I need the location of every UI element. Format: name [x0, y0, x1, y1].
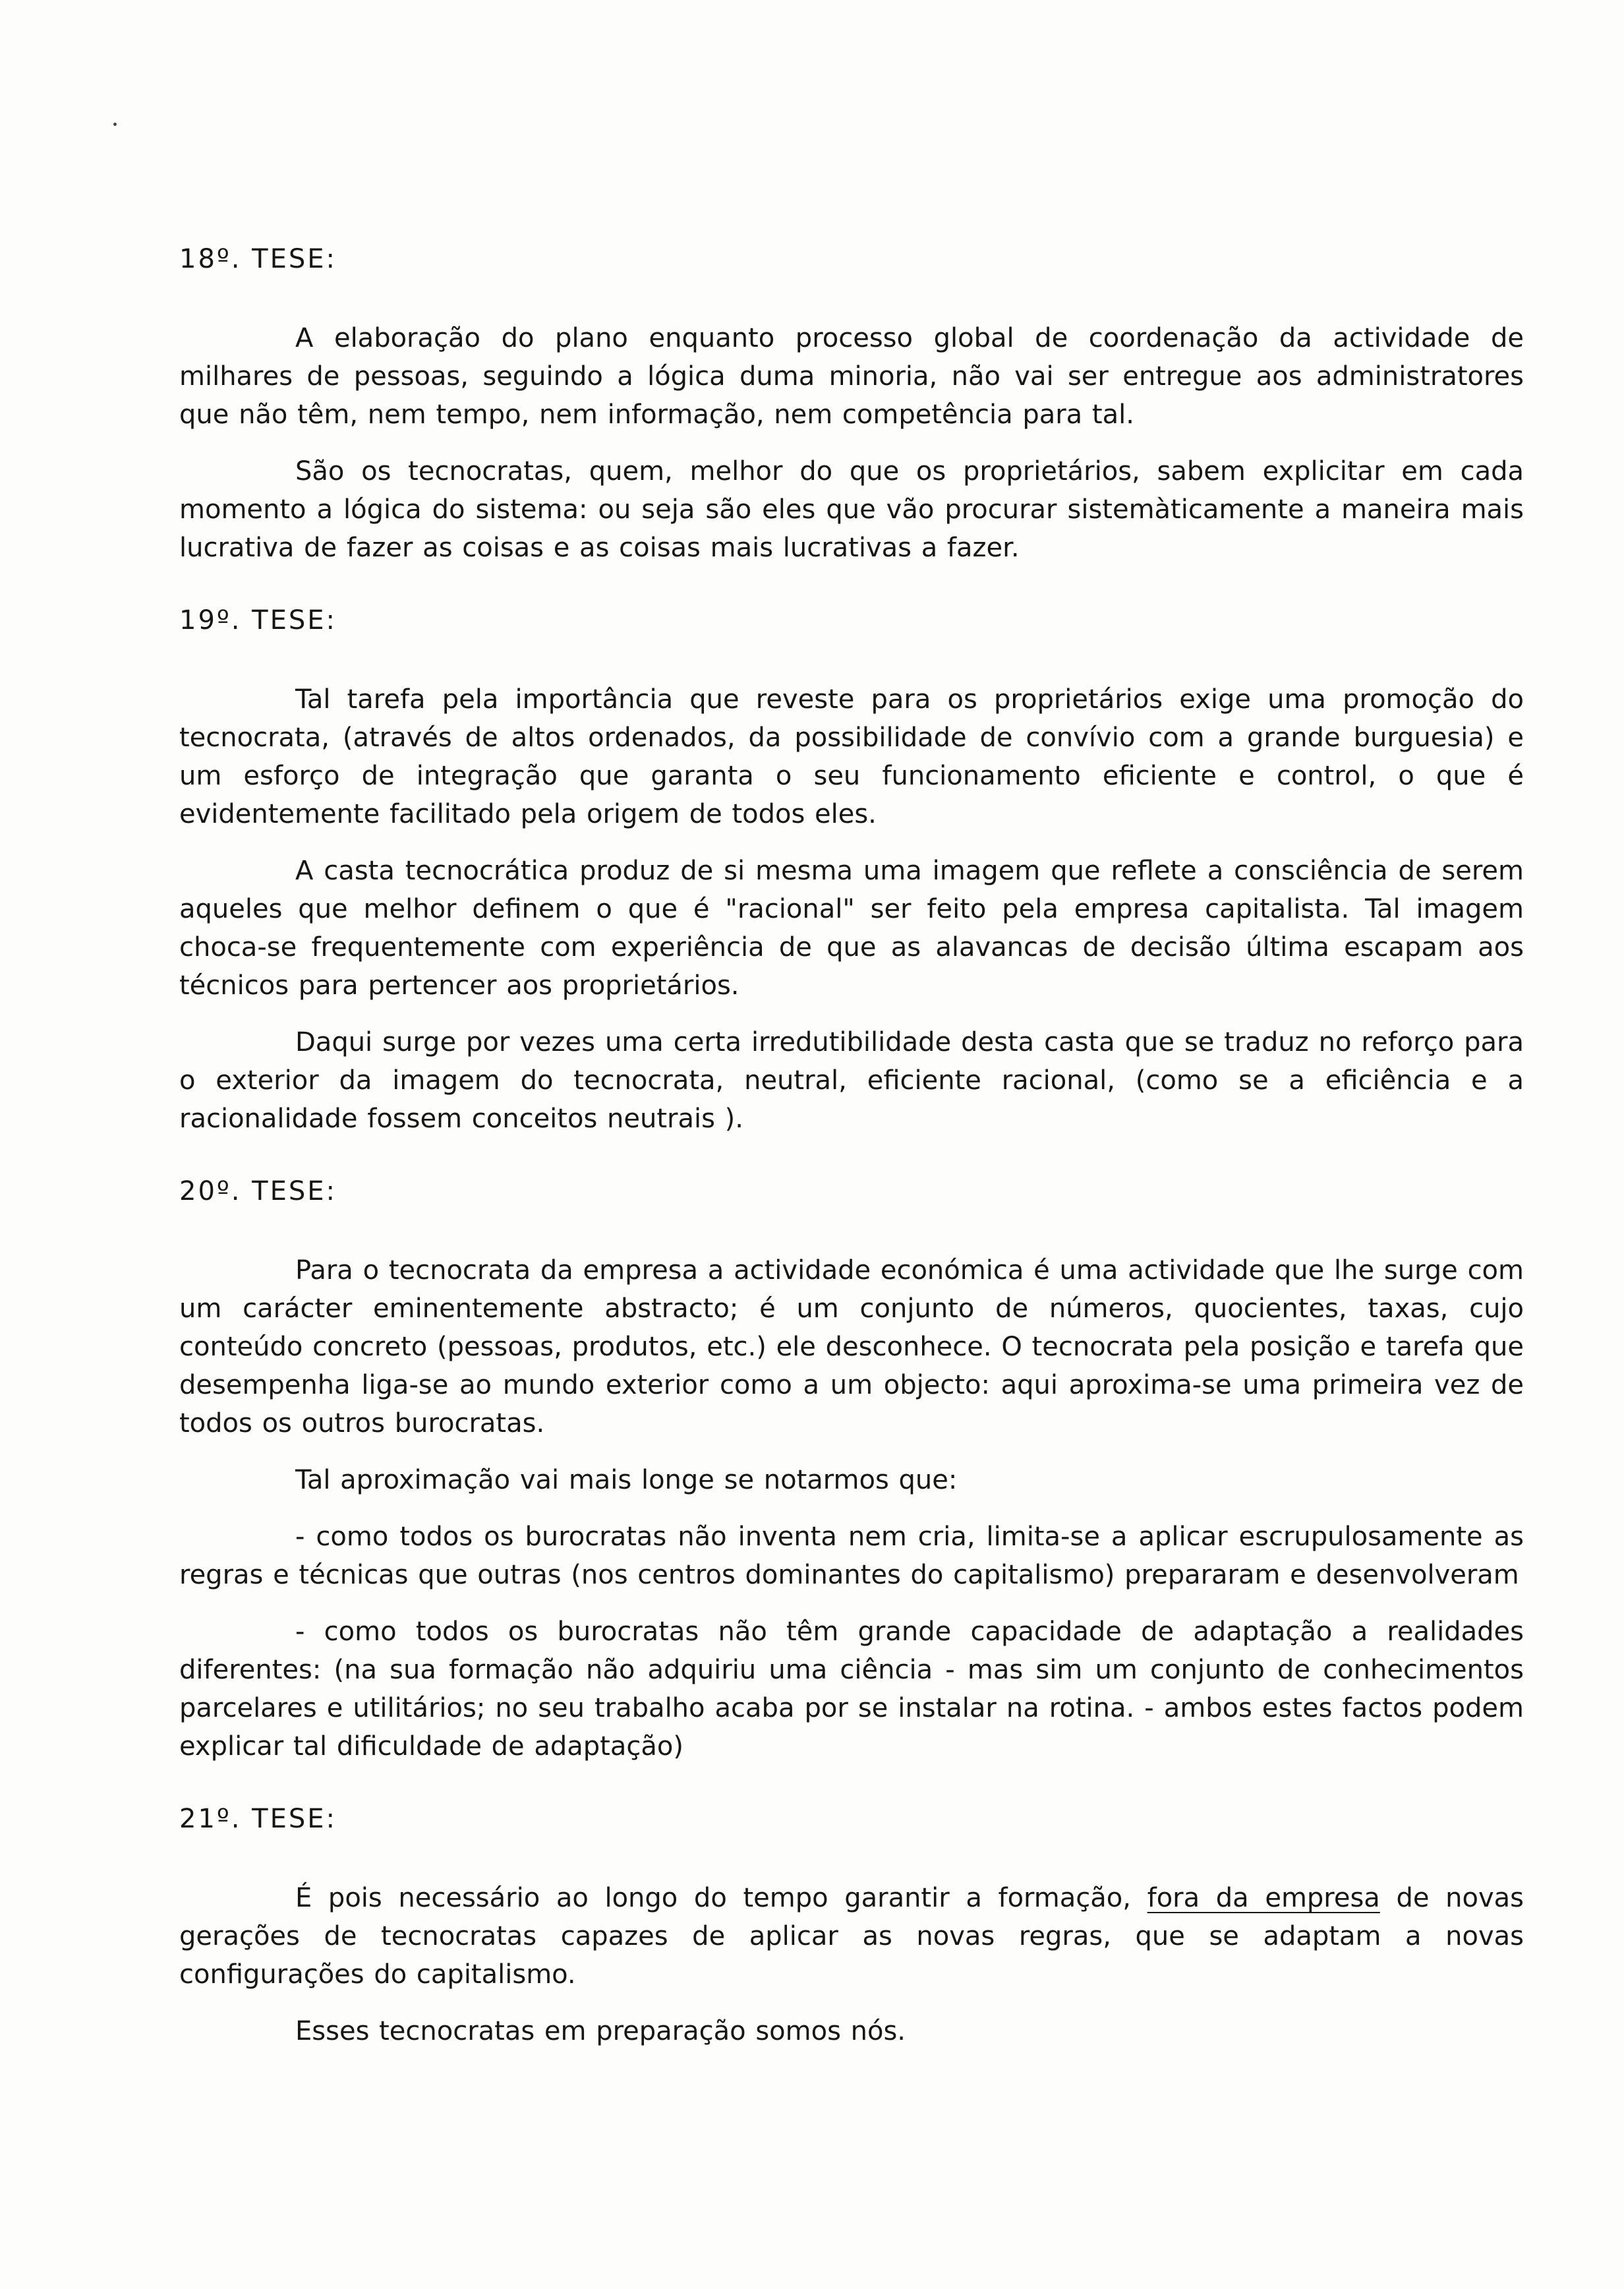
document-body: [179, 240, 1524, 2085]
text-run: de novas gerações de tecnocratas capazes de aplicar as novas regras, que se adaptam a novas configurações do capitalismo.: [179, 1883, 1524, 1990]
paragraph: A elaboração do plano enquanto processo global de coordenação da actividade de milhares de pessoas, seguindo a lógica duma minoria, não vai ser entregue aos administratores que não têm, nem tempo, nem informação, nem competência para tal.: [179, 323, 1524, 430]
paragraph: Daqui surge por vezes uma certa irredutibilidade desta casta que se traduz no reforço para o exterior da imagem do tecnocrata, neutral, eficiente racional, (como se a eficiência e a racionalidade fossem conceitos neutrais ).: [179, 1027, 1524, 1134]
paragraph: - como todos os burocratas não têm grande capacidade de adaptação a realidades diferentes: (na sua formação não adquiriu uma ciência - mas sim um conjunto de conhecimentos parcelares e utilitários; no seu trabalho acaba por se instalar na rotina. - ambos estes factos podem explicar tal dificuldade de adaptação): [179, 1617, 1524, 1762]
paragraph: Tal aproximação vai mais longe se notarmos que:: [295, 1465, 958, 1495]
paragraph: [179, 1879, 1524, 1994]
paragraph: Para o tecnocrata da empresa a actividade económica é uma actividade que lhe surge com um carácter eminentemente abstracto; é um conjunto de números, quocientes, taxas, cujo conteúdo concreto (pessoas, produtos, etc.) ele desconhece. O tecnocrata pela posição e tarefa que desempenha liga-se ao mundo exterior como a um objecto: aqui aproxima-se uma primeira vez de todos os outros burocratas.: [179, 1255, 1524, 1439]
text-run: É pois necessário ao longo do tempo garantir a formação,: [295, 1883, 1147, 1913]
paragraph: A casta tecnocrática produz de si mesma uma imagem que reflete a consciência de serem aqueles que melhor definem o que é "racional" ser feito pela empresa capitalista. Tal imagem choca-se frequentemente com experiência de que as alavancas de decisão última escapam aos técnicos para pertencer aos proprietários.: [179, 856, 1524, 1001]
paragraph: - como todos os burocratas não inventa nem cria, limita-se a aplicar escrupulosamente as regras e técnicas que outras (nos centros dominantes do capitalismo) prepararam e desenvolveram: [179, 1522, 1524, 1590]
section-heading: 21º. TESE:: [179, 1804, 337, 1834]
underlined-phrase: fora da empresa: [1147, 1883, 1380, 1913]
page-speck: [113, 123, 117, 126]
paragraph: Esses tecnocratas em preparação somos nós.: [295, 2016, 906, 2046]
paragraph: Tal tarefa pela importância que reveste para os proprietários exige uma promoção do tecnocrata, (através de altos ordenados, da possibilidade de convívio com a grande burguesia) e um esforço de integração que garanta o seu funcionamento eficiente e control, o que é evidentemente facilitado pela origem de todos eles.: [179, 684, 1524, 829]
section-tese-19: [179, 601, 1524, 1138]
paragraph: São os tecnocratas, quem, melhor do que os proprietários, sabem explicitar em cada momento a lógica do sistema: ou seja são eles que vão procurar sistemàticamente a maneira mais lucrativa de fazer as coisas e as coisas mais lucrativas a fazer.: [179, 456, 1524, 563]
section-tese-18: [179, 240, 1524, 567]
section-heading: 19º. TESE:: [179, 605, 337, 636]
section-tese-21: [179, 1800, 1524, 2050]
section-heading: 20º. TESE:: [179, 1176, 337, 1206]
section-tese-20: [179, 1172, 1524, 1766]
section-heading: 18º. TESE:: [179, 244, 337, 274]
